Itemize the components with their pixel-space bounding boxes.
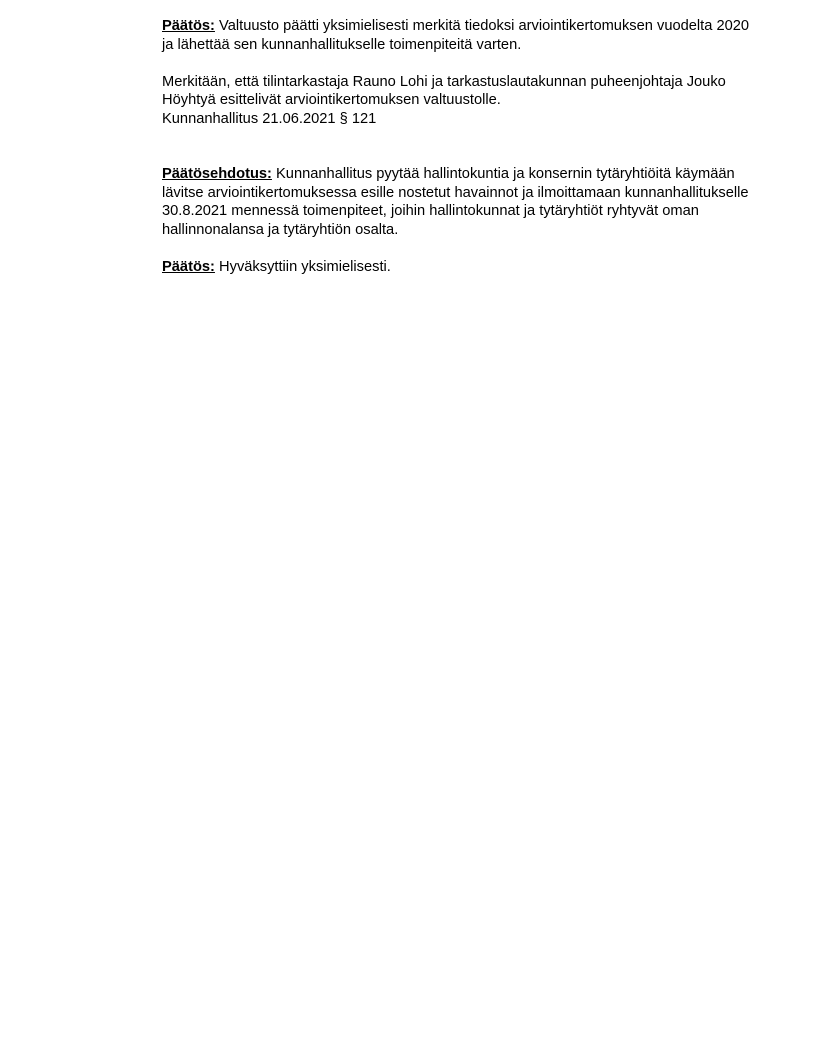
final-decision-paragraph xyxy=(162,258,757,277)
presentation-note-paragraph xyxy=(162,73,757,110)
proposal-label: Päätösehdotus: xyxy=(162,166,272,182)
board-reference-line xyxy=(162,110,757,129)
proposal-paragraph xyxy=(162,165,757,239)
decision-text: Valtuusto päätti yksimielisesti merkitä tiedoksi arviointikertomuksen vuodelta 2020 ja lähettää sen kunnanhallitukselle toimenpiteitä varten. xyxy=(162,18,750,53)
final-decision-text: Hyväksyttiin yksimielisesti. xyxy=(219,258,391,275)
proposal-text: Kunnanhallitus pyytää hallintokuntia ja konsernin tytäryhtiöitä käymään lävitse arviointikertomuksessa esille nostetut havainnot ja ilmoittamaan kunnanhallitukselle 30.8.2021 mennessä toimenpiteet, joihin hallintokunnat ja tytäryhtiöt ryhtyvät oman hallinnonalansa ja tytäryhtiön osalta. xyxy=(162,166,749,238)
board-reference-text: Kunnanhallitus 21.06.2021 § 121 xyxy=(162,110,377,127)
decision-label: Päätös: xyxy=(162,18,215,34)
document-body-column xyxy=(162,17,757,295)
decision-paragraph xyxy=(162,17,757,54)
presentation-note-text: Merkitään, että tilintarkastaja Rauno Lohi ja tarkastuslautakunnan puheenjohtaja Jouko Höyhtyä esittelivät arviointikertomuksen valtuustolle. xyxy=(162,73,726,108)
final-decision-label: Päätös: xyxy=(162,258,215,275)
